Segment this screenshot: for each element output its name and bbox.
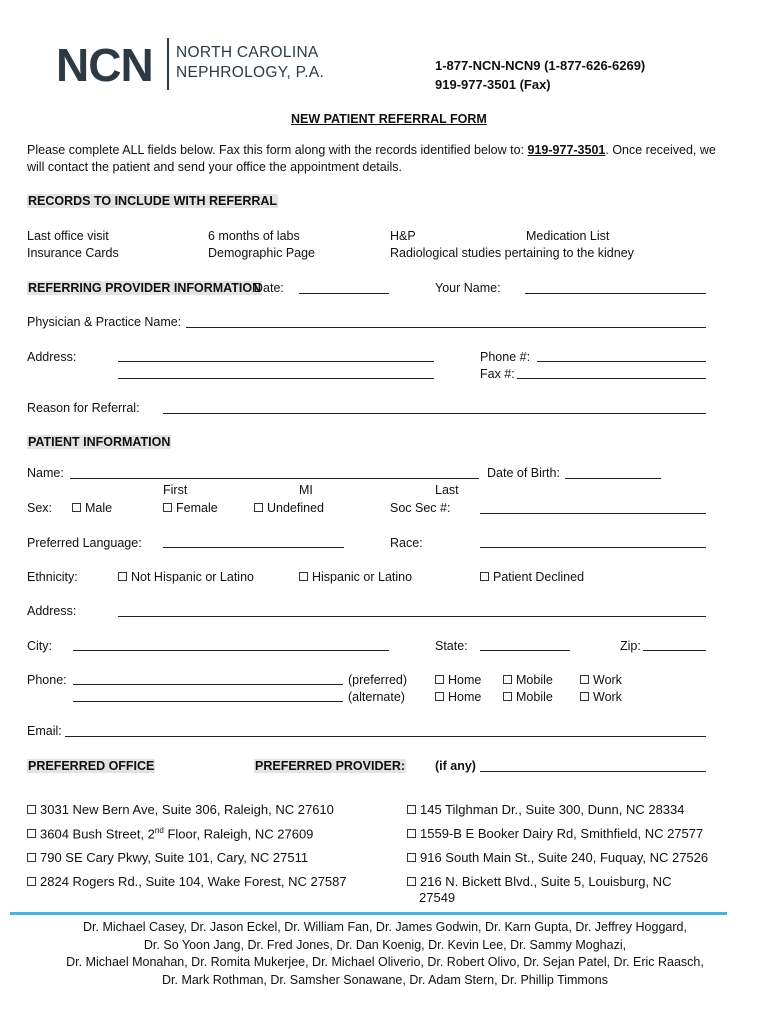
office-option[interactable] xyxy=(27,826,313,841)
patient-heading: PATIENT INFORMATION xyxy=(28,435,171,449)
phone-preferred-field[interactable] xyxy=(73,684,343,685)
provider-fax-field[interactable] xyxy=(517,378,706,379)
checkbox-icon[interactable] xyxy=(27,853,36,862)
your-name-label: Your Name: xyxy=(435,281,501,295)
sex-female-option[interactable] xyxy=(163,501,218,515)
preferred-provider-heading: PREFERRED PROVIDER: xyxy=(255,759,406,773)
office-label: 916 South Main St., Suite 240, Fuquay, NC 27526 xyxy=(420,850,709,865)
dob-field[interactable] xyxy=(565,478,661,479)
office-label: 790 SE Cary Pkwy, Suite 101, Cary, NC 27511 xyxy=(40,850,309,865)
ethnicity-label: Ethnicity: xyxy=(27,570,78,584)
form-title: NEW PATIENT REFERRAL FORM xyxy=(291,112,487,126)
option-label: Work xyxy=(593,690,622,704)
ethnicity-option-hispanic[interactable] xyxy=(299,570,412,584)
phone-number: 1-877-NCN-NCN9 (1-877-626-6269) xyxy=(435,58,646,73)
language-field[interactable] xyxy=(163,547,344,548)
physician-field[interactable] xyxy=(186,327,706,328)
reason-field[interactable] xyxy=(163,413,706,414)
doctor-list-line: Dr. Mark Rothman, Dr. Samsher Sonawane, Dr. Adam Stern, Dr. Phillip Timmons xyxy=(162,973,608,987)
checkbox-icon[interactable] xyxy=(480,572,489,581)
zip-label: Zip: xyxy=(620,639,641,653)
record-item: 6 months of labs xyxy=(208,229,300,243)
checkbox-icon[interactable] xyxy=(299,572,308,581)
ethnicity-option-not-hispanic[interactable] xyxy=(118,570,254,584)
checkbox-icon[interactable] xyxy=(580,675,589,684)
patient-address-label: Address: xyxy=(27,604,77,618)
record-item: Demographic Page xyxy=(208,246,316,260)
records-heading: RECORDS TO INCLUDE WITH REFERRAL xyxy=(28,194,278,208)
alternate-caption: (alternate) xyxy=(348,690,405,704)
checkbox-icon[interactable] xyxy=(27,829,36,838)
option-label: Mobile xyxy=(516,690,553,704)
soc-sec-field[interactable] xyxy=(480,513,706,514)
checkbox-icon[interactable] xyxy=(27,877,36,886)
office-label: 1559-B E Booker Dairy Rd, Smithfield, NC 27577 xyxy=(420,826,704,841)
email-field[interactable] xyxy=(65,736,706,737)
record-item: Last office visit xyxy=(27,229,109,243)
provider-phone-label: Phone #: xyxy=(480,350,531,364)
logo-divider xyxy=(167,38,169,90)
option-label: Male xyxy=(85,501,113,515)
provider-phone-field[interactable] xyxy=(537,361,706,362)
patient-name-field[interactable] xyxy=(70,478,479,479)
intro-line2: will contact the patient and send your office the appointment details. xyxy=(27,160,403,174)
office-option[interactable] xyxy=(27,850,308,865)
mi-caption: MI xyxy=(299,483,313,497)
office-option[interactable] xyxy=(407,874,671,889)
option-label: Mobile xyxy=(516,673,553,687)
checkbox-icon[interactable] xyxy=(503,692,512,701)
preferred-provider-field[interactable] xyxy=(480,771,706,772)
alternate-home-option[interactable] xyxy=(435,690,481,704)
option-label: Female xyxy=(176,501,218,515)
sex-label: Sex: xyxy=(27,501,53,515)
intro-text-post: . Once received, we xyxy=(605,143,716,157)
preferred-work-option[interactable] xyxy=(580,673,622,687)
office-label: 216 N. Bickett Blvd., Suite 5, Louisburg, NC xyxy=(420,874,672,889)
state-field[interactable] xyxy=(480,650,570,651)
option-label: Hispanic or Latino xyxy=(312,570,413,584)
record-item: Radiological studies pertaining to the kidney xyxy=(390,246,634,260)
first-caption: First xyxy=(163,483,188,497)
alternate-work-option[interactable] xyxy=(580,690,622,704)
sex-undefined-option[interactable] xyxy=(254,501,324,515)
preferred-caption: (preferred) xyxy=(348,673,408,687)
patient-phone-label: Phone: xyxy=(27,673,67,687)
checkbox-icon[interactable] xyxy=(407,805,416,814)
race-label: Race: xyxy=(390,536,423,550)
record-item: Medication List xyxy=(526,229,610,243)
intro-line1 xyxy=(27,143,716,157)
provider-address-field-2[interactable] xyxy=(118,378,434,379)
checkbox-icon[interactable] xyxy=(27,805,36,814)
email-label: Email: xyxy=(27,724,62,738)
provider-fax-label: Fax #: xyxy=(480,367,515,381)
city-field[interactable] xyxy=(73,650,389,651)
office-label-post: Floor, Raleigh, NC 27609 xyxy=(163,826,314,842)
doctor-list-line: Dr. Michael Monahan, Dr. Romita Mukerjee, Dr. Michael Oliverio, Dr. Robert Olivo, Dr. Sejan Patel, Dr. Eric Raasch, xyxy=(66,955,704,969)
patient-name-label: Name: xyxy=(27,466,64,480)
option-label: Undefined xyxy=(267,501,324,515)
checkbox-icon[interactable] xyxy=(118,572,127,581)
office-option[interactable] xyxy=(27,874,347,889)
record-item: Insurance Cards xyxy=(27,246,119,260)
intro-text: Please complete ALL fields below. Fax this form along with the records identified below to: xyxy=(27,143,528,157)
checkbox-icon[interactable] xyxy=(254,503,263,512)
office-option[interactable] xyxy=(407,826,703,841)
checkbox-icon[interactable] xyxy=(407,877,416,886)
date-field[interactable] xyxy=(299,293,389,294)
ethnicity-option-declined[interactable] xyxy=(480,570,584,584)
office-option[interactable] xyxy=(27,802,334,817)
office-label: 2824 Rogers Rd., Suite 104, Wake Forest, NC 27587 xyxy=(40,874,347,889)
office-label-line2: 27549 xyxy=(419,890,456,905)
reason-label: Reason for Referral: xyxy=(27,401,140,415)
office-label: 3604 Bush Street, 2 xyxy=(40,826,155,842)
office-label: 145 Tilghman Dr., Suite 300, Dunn, NC 28334 xyxy=(420,802,685,817)
city-label: City: xyxy=(27,639,52,653)
checkbox-icon[interactable] xyxy=(407,829,416,838)
logo-name-line1: NORTH CAROLINA xyxy=(176,44,319,61)
dob-label: Date of Birth: xyxy=(487,466,560,480)
doctor-list-line: Dr. Michael Casey, Dr. Jason Eckel, Dr. William Fan, Dr. James Godwin, Dr. Karn Gupta, Dr. Jeffrey Hoggard, xyxy=(83,920,687,934)
option-label: Patient Declined xyxy=(493,570,585,584)
logo-name-line2: NEPHROLOGY, P.A. xyxy=(176,64,325,81)
race-field[interactable] xyxy=(480,547,706,548)
preferred-mobile-option[interactable] xyxy=(503,673,553,687)
checkbox-icon[interactable] xyxy=(580,692,589,701)
physician-label: Physician & Practice Name: xyxy=(27,315,182,329)
intro-fax: 919-977-3501 xyxy=(527,143,606,157)
phone-alternate-field[interactable] xyxy=(73,701,343,702)
alternate-mobile-option[interactable] xyxy=(503,690,553,704)
option-label: Home xyxy=(448,673,482,687)
checkbox-icon[interactable] xyxy=(72,503,81,512)
last-caption: Last xyxy=(435,483,459,497)
checkbox-icon[interactable] xyxy=(163,503,172,512)
provider-heading: REFERRING PROVIDER INFORMATION xyxy=(28,281,262,295)
provider-address-label: Address: xyxy=(27,350,77,364)
office-option[interactable] xyxy=(407,850,708,865)
option-label: Home xyxy=(448,690,482,704)
office-label-sup: nd xyxy=(154,826,164,835)
option-label: Not Hispanic or Latino xyxy=(131,570,254,584)
checkbox-icon[interactable] xyxy=(407,853,416,862)
provider-address-field-1[interactable] xyxy=(118,361,434,362)
if-any-label: (if any) xyxy=(435,759,476,773)
state-label: State: xyxy=(435,639,468,653)
logo-mark: NCN xyxy=(56,39,153,91)
checkbox-icon[interactable] xyxy=(503,675,512,684)
fax-number: 919-977-3501 (Fax) xyxy=(435,77,551,92)
your-name-field[interactable] xyxy=(525,293,706,294)
record-item: H&P xyxy=(390,229,416,243)
patient-address-field[interactable] xyxy=(118,616,706,617)
preferred-home-option[interactable] xyxy=(435,673,481,687)
language-label: Preferred Language: xyxy=(27,536,142,550)
preferred-office-heading: PREFERRED OFFICE xyxy=(28,759,155,773)
date-label: Date: xyxy=(254,281,284,295)
zip-field[interactable] xyxy=(643,650,706,651)
office-label: 3031 New Bern Ave, Suite 306, Raleigh, NC 27610 xyxy=(40,802,334,817)
sex-male-option[interactable] xyxy=(72,501,112,515)
option-label: Work xyxy=(593,673,622,687)
soc-sec-label: Soc Sec #: xyxy=(390,501,451,515)
doctor-list-line: Dr. So Yoon Jang, Dr. Fred Jones, Dr. Dan Koenig, Dr. Kevin Lee, Dr. Sammy Moghazi, xyxy=(143,938,627,952)
checkbox-icon[interactable] xyxy=(435,675,444,684)
footer-divider xyxy=(10,912,727,915)
checkbox-icon[interactable] xyxy=(435,692,444,701)
office-option[interactable] xyxy=(407,802,685,817)
